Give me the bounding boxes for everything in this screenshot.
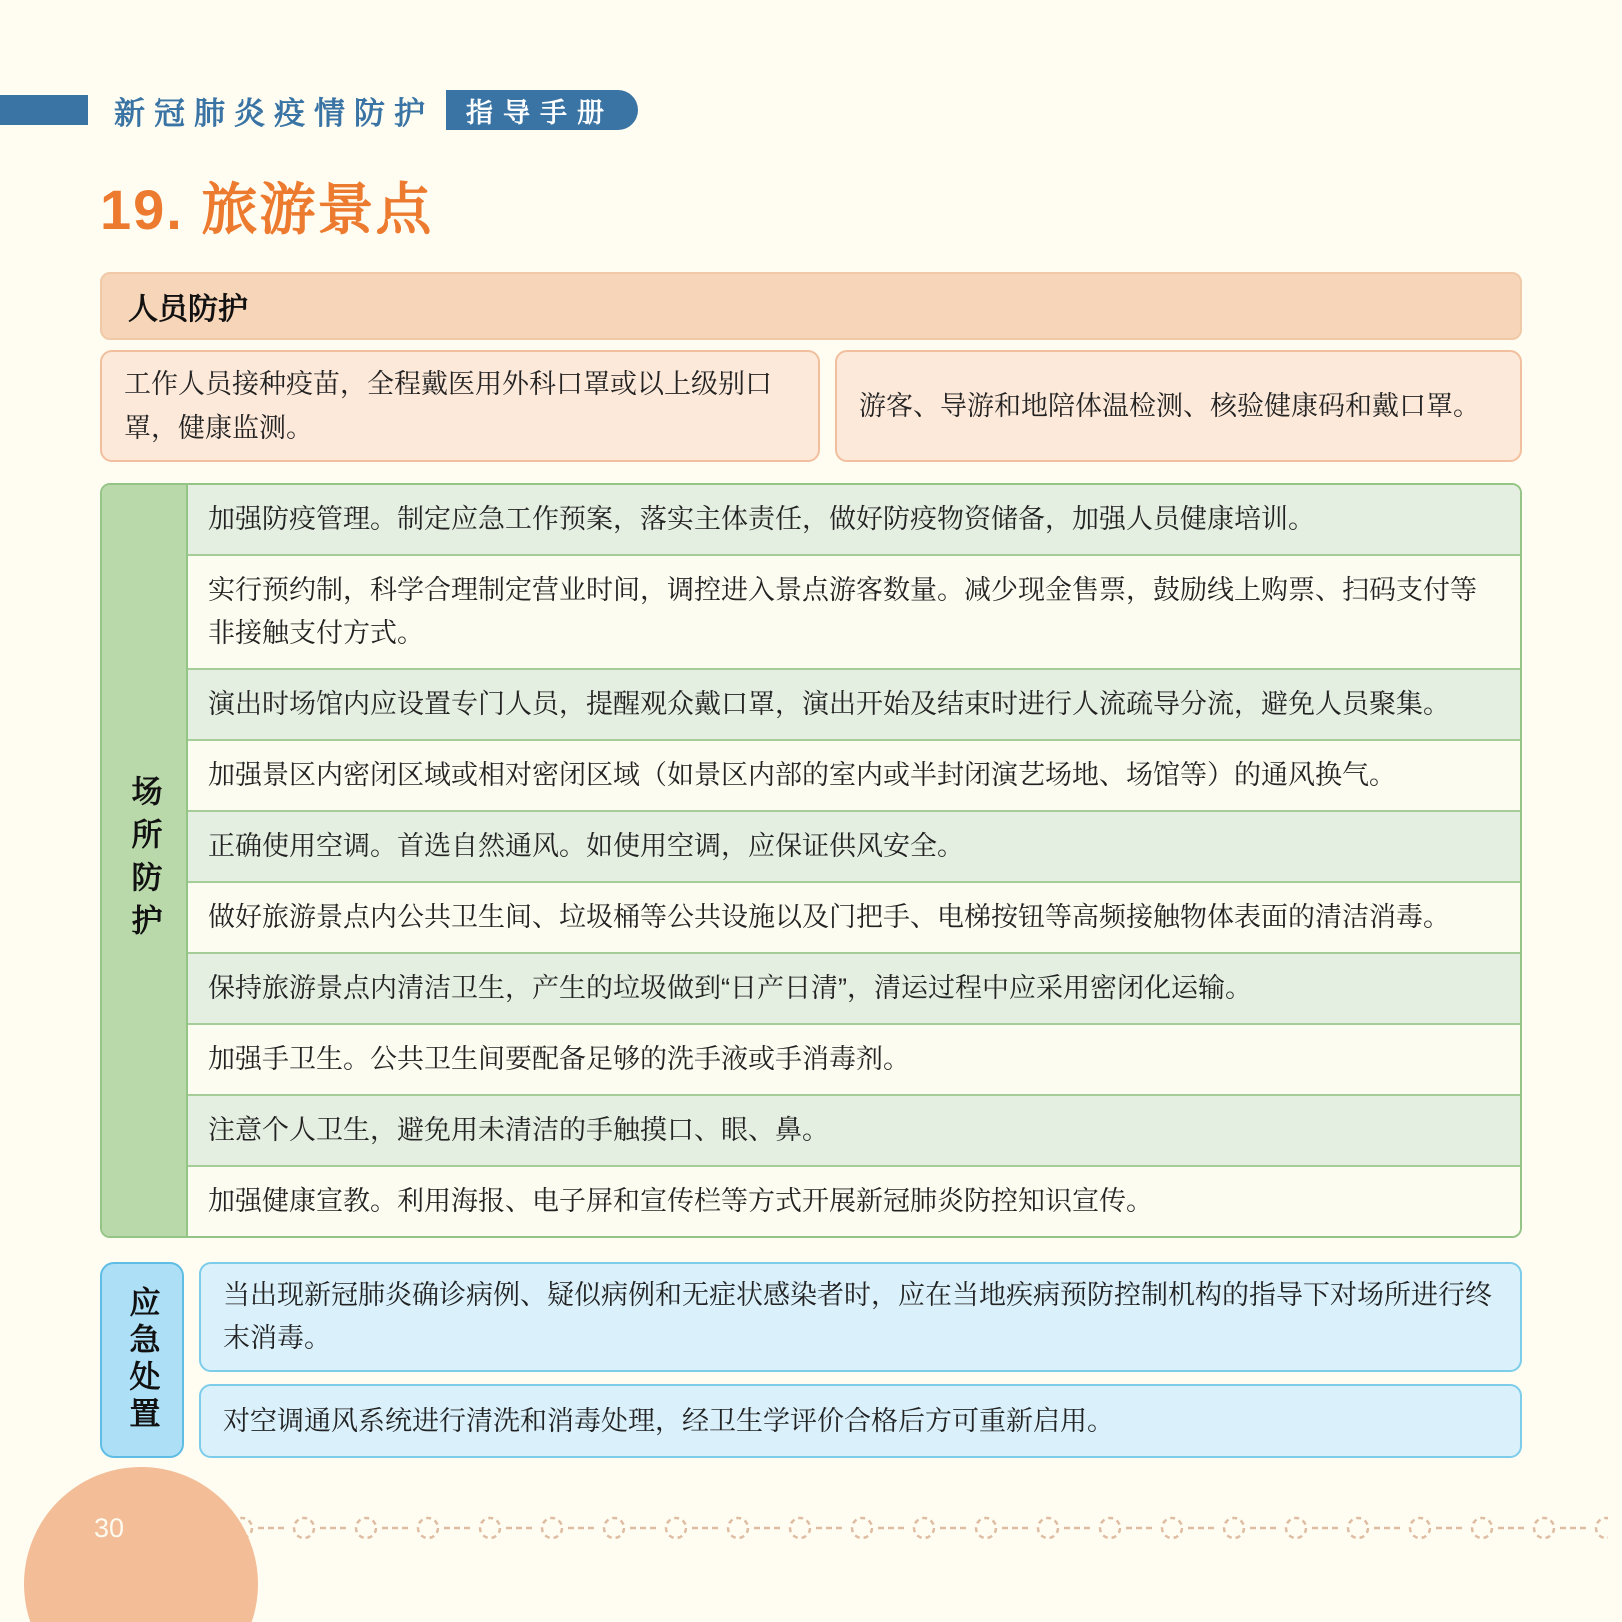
venue-row: 注意个人卫生，避免用未清洁的手触摸口、眼、鼻。 xyxy=(188,1094,1520,1165)
venue-row: 加强手卫生。公共卫生间要配备足够的洗手液或手消毒剂。 xyxy=(188,1023,1520,1094)
venue-row: 做好旅游景点内公共卫生间、垃圾桶等公共设施以及门把手、电梯按钮等高频接触物体表面的清洁消毒。 xyxy=(188,881,1520,952)
emergency-response-items xyxy=(199,1262,1522,1458)
emergency-response-section xyxy=(100,1262,1522,1458)
emergency-response-heading: 应急处置 xyxy=(100,1262,184,1458)
venue-row: 加强景区内密闭区域或相对密闭区域（如景区内部的室内或半封闭演艺场地、场馆等）的通风换气。 xyxy=(188,739,1520,810)
personnel-item-staff: 工作人员接种疫苗，全程戴医用外科口罩或以上级别口罩，健康监测。 xyxy=(100,350,820,462)
handbook-badge: 指导手册 xyxy=(446,90,638,130)
venue-row: 正确使用空调。首选自然通风。如使用空调，应保证供风安全。 xyxy=(188,810,1520,881)
venue-row: 实行预约制，科学合理制定营业时间，调控进入景点游客数量。减少现金售票，鼓励线上购票、扫码支付等非接触支付方式。 xyxy=(188,554,1520,668)
venue-protection-rows xyxy=(188,485,1520,1236)
venue-row: 保持旅游景点内清洁卫生，产生的垃圾做到“日产日清”，清运过程中应采用密闭化运输。 xyxy=(188,952,1520,1023)
page-corner-circle xyxy=(24,1467,258,1622)
venue-row: 加强防疫管理。制定应急工作预案，落实主体责任，做好防疫物资储备，加强人员健康培训。 xyxy=(188,485,1520,554)
venue-protection-heading: 场所防护 xyxy=(102,485,188,1236)
emergency-item-disinfection: 当出现新冠肺炎确诊病例、疑似病例和无症状感染者时，应在当地疾病预防控制机构的指导下对场所进行终末消毒。 xyxy=(199,1262,1522,1372)
venue-protection-table xyxy=(100,483,1522,1238)
page-header xyxy=(0,89,1622,131)
header-accent-bar xyxy=(0,95,88,125)
personnel-protection-items xyxy=(100,350,1522,462)
handbook-title: 新冠肺炎疫情防护 xyxy=(114,95,434,131)
venue-row: 演出时场馆内应设置专门人员，提醒观众戴口罩，演出开始及结束时进行人流疏导分流，避免人员聚集。 xyxy=(188,668,1520,739)
personnel-item-visitors: 游客、导游和地陪体温检测、核验健康码和戴口罩。 xyxy=(835,350,1522,462)
page-number: 30 xyxy=(94,1513,125,1543)
page-title: 19. 旅游景点 xyxy=(100,178,434,241)
emergency-item-hvac: 对空调通风系统进行清洗和消毒处理，经卫生学评价合格后方可重新启用。 xyxy=(199,1384,1522,1458)
decorative-dotted-line xyxy=(228,1508,1608,1548)
venue-row: 加强健康宣教。利用海报、电子屏和宣传栏等方式开展新冠肺炎防控知识宣传。 xyxy=(188,1165,1520,1236)
personnel-protection-heading: 人员防护 xyxy=(100,272,1522,340)
